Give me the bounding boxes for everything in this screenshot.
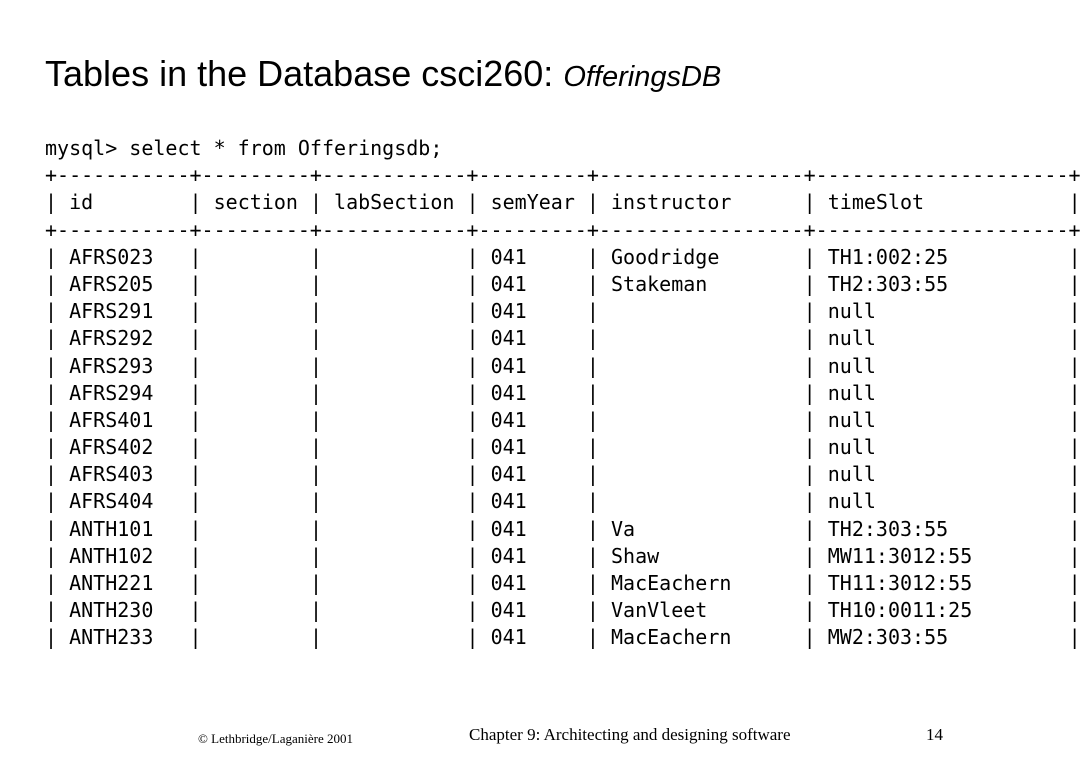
mysql-terminal-output — [45, 135, 1081, 652]
table-cell — [334, 462, 466, 486]
table-cell — [214, 517, 310, 541]
footer-chapter-title: Chapter 9: Architecting and designing software — [469, 725, 791, 744]
table-cell — [334, 272, 466, 296]
table-cell — [214, 381, 310, 405]
table-border: +-----------+---------+------------+---------+-----------------+---------------------+ — [45, 217, 1081, 242]
table-cell: TH2:303:55 — [827, 271, 1069, 296]
table-cell: Stakeman — [611, 271, 804, 296]
table-cell: null — [827, 407, 1069, 432]
table-cell: 041 — [490, 380, 587, 405]
table-border: +-----------+---------+------------+---------+-----------------+---------------------+ — [45, 163, 1081, 188]
table-cell — [611, 435, 804, 459]
table-cell: labSection — [334, 190, 467, 215]
table-cell: null — [827, 353, 1069, 378]
table-cell: VanVleet — [611, 598, 804, 623]
table-cell: AFRS401 — [69, 407, 190, 432]
table-cell — [611, 354, 804, 378]
table-cell: ANTH230 — [69, 598, 190, 623]
table-cell — [334, 517, 466, 541]
table-row: | AFRS292 | | | 041 | | null | — [45, 326, 1081, 351]
table-cell — [214, 354, 310, 378]
table-cell — [611, 489, 804, 513]
table-row: | ANTH102 | | | 041 | Shaw | MW11:3012:55 | — [45, 543, 1081, 568]
table-cell: 041 — [490, 299, 587, 324]
table-cell: ANTH102 — [69, 543, 190, 568]
table-row: | AFRS403 | | | 041 | | null | — [45, 462, 1081, 487]
table-row: | AFRS404 | | | 041 | | null | — [45, 489, 1081, 514]
table-cell — [214, 245, 310, 269]
table-cell — [611, 326, 804, 350]
slide-title-text: Tables in the Database csci260: — [45, 53, 564, 94]
table-cell: Shaw — [611, 543, 804, 568]
table-cell — [334, 598, 466, 622]
table-cell: AFRS402 — [69, 435, 190, 460]
table-cell: null — [827, 299, 1069, 324]
table-cell: id — [69, 190, 190, 215]
table-cell — [334, 571, 466, 595]
table-cell — [334, 245, 466, 269]
table-cell: TH10:0011:25 — [827, 598, 1069, 623]
table-cell: section — [213, 190, 310, 215]
table-row: | ANTH233 | | | 041 | MacEachern | MW2:303:55 | — [45, 625, 1081, 650]
table-cell — [214, 326, 310, 350]
table-cell — [214, 544, 310, 568]
table-cell: ANTH101 — [69, 516, 190, 541]
table-cell: 041 — [490, 489, 587, 514]
table-cell: null — [827, 462, 1069, 487]
table-cell: 041 — [490, 244, 587, 269]
table-cell: 041 — [490, 625, 587, 650]
slide-title-italic: OfferingsDB — [563, 61, 722, 93]
table-cell — [214, 435, 310, 459]
table-cell: 041 — [490, 543, 587, 568]
table-cell: TH11:3012:55 — [827, 571, 1069, 595]
table-cell — [611, 462, 804, 486]
table-cell: MacEachern — [611, 571, 804, 595]
table-row: | AFRS294 | | | 041 | | null | — [45, 380, 1081, 405]
table-row: | AFRS023 | | | 041 | Goodridge | TH1:002:25 | — [45, 244, 1081, 269]
table-cell: 041 — [490, 598, 587, 623]
table-cell: timeSlot — [827, 190, 1069, 215]
table-cell — [214, 625, 310, 649]
table-cell: null — [827, 435, 1069, 460]
table-cell — [334, 625, 466, 649]
table-cell — [214, 299, 310, 323]
table-cell — [611, 408, 804, 432]
table-cell — [214, 489, 310, 513]
table-cell — [334, 544, 466, 568]
table-row: | AFRS401 | | | 041 | | null | — [45, 407, 1081, 432]
table-cell — [611, 299, 804, 323]
table-row: | AFRS205 | | | 041 | Stakeman | TH2:303:55 | — [45, 271, 1081, 296]
table-cell — [214, 571, 310, 595]
table-cell: AFRS403 — [69, 462, 190, 487]
table-cell — [214, 272, 310, 296]
table-cell: MW2:303:55 — [827, 625, 1069, 650]
table-cell: AFRS404 — [69, 489, 190, 514]
table-cell: MW11:3012:55 — [827, 543, 1069, 568]
table-cell: instructor — [611, 190, 804, 215]
table-cell — [334, 326, 466, 350]
page-number: 14 — [926, 725, 943, 744]
table-row: | AFRS402 | | | 041 | | null | — [45, 435, 1081, 460]
table-row: | AFRS293 | | | 041 | | null | — [45, 353, 1081, 378]
table-cell: 041 — [490, 353, 587, 378]
table-cell: 041 — [490, 271, 587, 296]
table-cell: semYear — [490, 190, 587, 215]
table-cell: TH2:303:55 — [827, 516, 1069, 541]
table-cell — [334, 435, 466, 459]
table-cell: 041 — [490, 326, 587, 351]
mysql-command: mysql> select * from Offeringsdb; — [45, 136, 443, 160]
table-cell — [611, 381, 804, 405]
table-cell: 041 — [490, 407, 587, 432]
table-cell: null — [827, 380, 1069, 405]
table-cell: AFRS291 — [69, 299, 190, 324]
table-row: | ANTH101 | | | 041 | Va | TH2:303:55 | — [45, 516, 1081, 541]
table-cell: AFRS293 — [69, 353, 190, 378]
table-cell — [334, 354, 466, 378]
table-cell: 041 — [490, 435, 587, 460]
table-cell: TH1:002:25 — [827, 244, 1069, 269]
table-cell: AFRS292 — [69, 326, 190, 351]
table-cell: AFRS205 — [69, 271, 190, 296]
table-cell: Goodridge — [611, 244, 804, 269]
table-cell — [214, 462, 310, 486]
table-cell — [334, 489, 466, 513]
table-cell — [334, 408, 466, 432]
table-cell: 041 — [490, 571, 587, 595]
table-row: | ANTH230 | | | 041 | VanVleet | TH10:0011:25 | — [45, 598, 1081, 623]
table-row: | ANTH221 | | | 041 | MacEachern | TH11:3012:55 | — [45, 571, 1081, 595]
table-cell: null — [827, 326, 1069, 351]
table-row: | AFRS291 | | | 041 | | null | — [45, 299, 1081, 324]
table-cell — [214, 408, 310, 432]
table-cell: Va — [611, 516, 804, 541]
table-cell: null — [827, 489, 1069, 514]
table-cell: AFRS294 — [69, 380, 190, 405]
table-cell: ANTH233 — [69, 625, 190, 650]
table-cell: 041 — [490, 462, 587, 487]
table-cell: ANTH221 — [69, 571, 190, 595]
slide-title — [45, 53, 722, 94]
table-cell: AFRS023 — [69, 244, 190, 269]
table-cell — [214, 598, 310, 622]
table-cell: MacEachern — [611, 625, 804, 650]
table-header-row: | id | section | labSection | semYear | instructor | timeSlot | — [45, 190, 1081, 215]
table-cell — [334, 381, 466, 405]
footer-copyright: © Lethbridge/Laganière 2001 — [198, 731, 353, 746]
table-cell — [334, 299, 466, 323]
table-cell: 041 — [490, 516, 587, 541]
